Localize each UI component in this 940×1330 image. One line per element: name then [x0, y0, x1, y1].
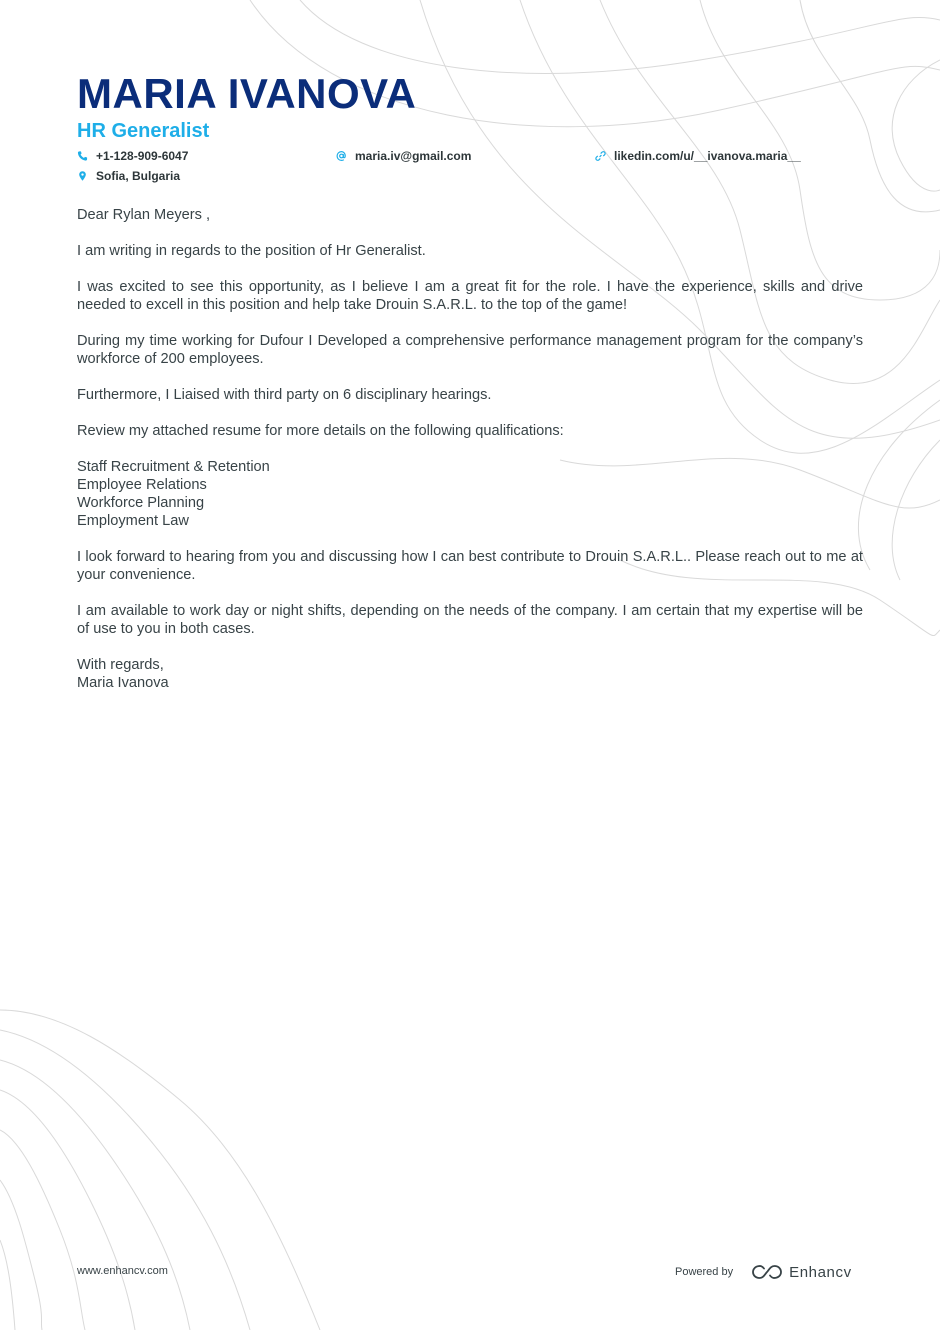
footer-branding[interactable]: [675, 1260, 852, 1284]
signature-block: [77, 656, 863, 692]
signoff: With regards,: [77, 657, 164, 673]
paragraph: During my time working for Dufour I Developed a comprehensive performance management program for the company’s workforce of 200 employees.: [77, 333, 863, 367]
contact-location: [77, 168, 180, 184]
list-item: Employment Law: [77, 513, 189, 529]
phone-text: +1-128-909-6047: [96, 149, 189, 163]
list-item: Staff Recruitment & Retention: [77, 459, 270, 475]
list-item: Workforce Planning: [77, 495, 205, 511]
qualifications-list: [77, 458, 863, 530]
location-text: Sofia, Bulgaria: [96, 169, 181, 183]
linkedin-text[interactable]: likedin.com/u/__ivanova.maria__: [614, 149, 801, 163]
signature: Maria Ivanova: [77, 675, 169, 691]
paragraph: Furthermore, I Liaised with third party on 6 disciplinary hearings.: [77, 387, 492, 403]
list-item: Employee Relations: [77, 477, 207, 493]
paragraph: I look forward to hearing from you and discussing how I can best contribute to Drouin S.A.R.L.. Please reach out to me at your convenience.: [77, 549, 863, 583]
link-icon: [595, 150, 606, 162]
letter-body: [77, 206, 863, 692]
contact-email[interactable]: [336, 148, 471, 164]
contact-phone: [77, 148, 188, 164]
job-title: HR Generalist: [77, 120, 210, 142]
paragraph: I am writing in regards to the position of Hr Generalist.: [77, 243, 426, 259]
brand-name: Enhancv: [789, 1263, 852, 1281]
greeting: Dear Rylan Meyers ,: [77, 207, 211, 223]
candidate-name: MARIA IVANOVA: [77, 70, 417, 117]
powered-by-label: Powered by: [675, 1266, 734, 1278]
enhancv-logo-icon: [751, 1263, 783, 1281]
location-icon: [77, 170, 88, 182]
footer-website[interactable]: www.enhancv.com: [77, 1265, 168, 1277]
email-text[interactable]: maria.iv@gmail.com: [355, 149, 472, 163]
paragraph: I am available to work day or night shifts, depending on the needs of the company. I am certain that my expertise will be of use to you in both cases.: [77, 603, 863, 637]
at-icon: [336, 150, 347, 162]
contact-linkedin[interactable]: [595, 148, 801, 164]
paragraph: I was excited to see this opportunity, as I believe I am a great fit for the role. I have the experience, skills and drive needed to excell in this position and help take Drouin S.A.R.L. to the top of the game!: [77, 279, 863, 313]
phone-icon: [77, 150, 88, 162]
paragraph: Review my attached resume for more details on the following qualifications:: [77, 423, 564, 439]
